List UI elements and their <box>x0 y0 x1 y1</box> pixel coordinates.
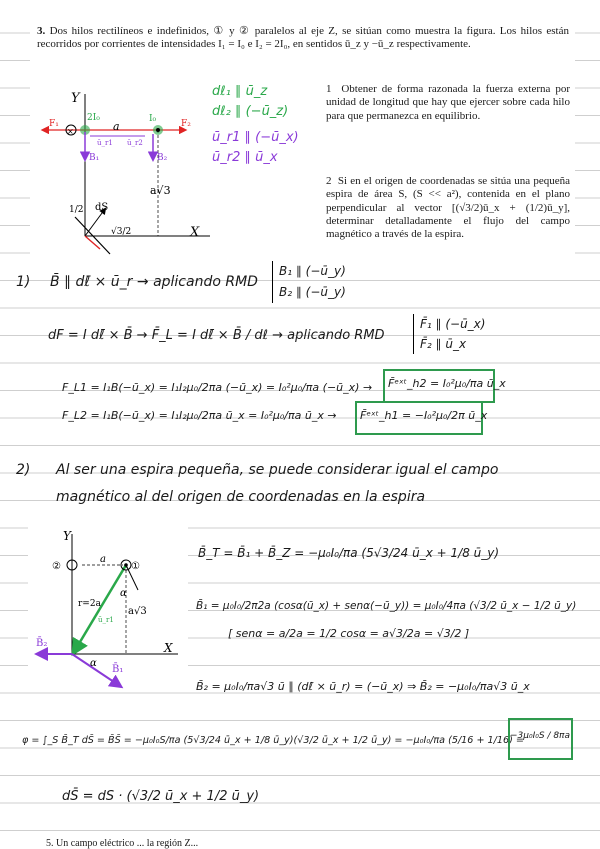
problem-number: 3. <box>37 25 46 37</box>
result-force-h2: F̄ᵉˣᵗ_h2 = I₀²μ₀/πa ū_x <box>388 377 506 390</box>
unit-r2-label: ū_r2 <box>127 139 143 147</box>
fig2-b2-label: B̄₂ <box>36 638 48 649</box>
force-direction-bracket <box>413 314 485 354</box>
note-dl1: dℓ₁ ∥ ū_z <box>212 84 268 99</box>
b1-direction: B₁ ∥ (−ū_y) <box>279 264 346 278</box>
fig2-b1-label: B̄₁ <box>112 664 124 675</box>
fig2-alpha-top: α <box>120 588 127 599</box>
current-2-label: 2I₀ <box>87 113 100 123</box>
figure-origin-field <box>28 524 188 689</box>
part-1-label: 1) <box>16 274 31 290</box>
part-2-text-b: magnético al del origen de coordenadas en la espira <box>56 489 426 505</box>
area-vector-label: dS <box>95 202 109 213</box>
f1-direction: F̄₁ ∥ (−ū_x) <box>420 317 486 331</box>
note-ur1: ū_r1 ∥ (−ū_x) <box>212 130 299 145</box>
b2-eq: B̄₂ = μ₀I₀/πa√3 ū ∥ (dℓ̄ × ū_r) = (−ū_x) ⇒ B̄₂ = −μ₀I₀/πa√3 ū_x <box>196 680 530 693</box>
fig2-unit-r1: ū_r1 <box>98 616 114 624</box>
axis-x-label: X <box>190 225 200 240</box>
question-2: 2 Si en el origen de coordenadas se sitúa una pequeña espira de área S, (S << a²), contenida en el plano perpendicular al vector [(√3/2)ū_x + (1/2)ū_y], determinar detalladamente el flujo del campo magnético a través de la espira. <box>326 175 570 241</box>
field-direction-bracket <box>272 261 346 303</box>
margin-notes <box>212 82 299 168</box>
part-2-text-a: Al ser una espira pequeña, se puede considerar igual el campo <box>56 462 499 478</box>
question-1-text: Obtener de forma razonada la fuerza externa por unidad de longitud que hay que ejercer sobre cada hilo para que permanezca en equilibrio. <box>326 83 570 122</box>
question-2-text: Si en el origen de coordenadas se sitúa una pequeña espira de área S, (S << a²), contenida en el plano perpendicular al vector [(√3/2)ū_x + (1/2)ū_y], determinar detalladamente el flujo del campo magnético a través de la espira. <box>326 175 570 241</box>
b1-eq: B̄₁ = μ₀I₀/2π2a (cosα(ū_x) + senα(−ū_y)) = μ₀I₀/4πa (√3/2 ū_x − 1/2 ū_y) <box>196 600 577 612</box>
part-1-line-4: F_L2 = I₁B(−ū_x) = I₁I₂μ₀/2πa ū_x = I₀²μ₀/πa ū_x → <box>62 409 337 422</box>
figure-wires <box>35 84 215 256</box>
fig2-axis-y: Y <box>63 529 71 543</box>
footer-cut-text: 5. Un campo eléctrico ... la región Z... <box>46 838 199 849</box>
f2-direction: F̄₂ ∥ ū_x <box>420 337 467 351</box>
component-sqrt3-label: √3/2 <box>111 227 132 237</box>
fig2-radius: r=2a <box>78 599 101 609</box>
flux-eq: φ = ∫_S B̄_T dS̄ = B̄S̄ = −μ₀I₀S/πa (5√3/24 ū_x + 1/8 ū_y)(√3/2 ū_x + 1/2 ū_y) = −μ₀I₀/πa (5/16 + 1/16) = <box>22 735 524 746</box>
question-1: 1 Obtener de forma razonada la fuerza externa por unidad de longitud que hay que ejercer sobre cada hilo para que permanezca en equilibrio. <box>326 83 570 122</box>
note-ur2: ū_r2 ∥ ū_x <box>212 150 278 165</box>
part-2-label: 2) <box>16 462 31 478</box>
wire-2-symbol: ② <box>52 561 61 572</box>
cross-symbol: × <box>67 127 74 136</box>
fig2-alpha-bottom: α <box>90 658 97 669</box>
area-vector-eq: dS̄ = dS · (√3/2 ū_x + 1/2 ū_y) <box>62 789 260 804</box>
field-1-label: B₁ <box>89 153 100 163</box>
fig2-height: a√3 <box>128 606 147 617</box>
result-force-h1: F̄ᵉˣᵗ_h1 = −I₀²μ₀/2π ū_x <box>360 409 488 422</box>
force-1-label: F₁ <box>49 119 59 129</box>
field-2-label: B₂ <box>157 153 168 163</box>
height-label: a√3 <box>150 184 171 197</box>
wire-1-symbol: ① <box>131 561 140 572</box>
axis-y-label: Y <box>71 91 80 106</box>
problem-text: Dos hilos rectilíneos e indefinidos, ① y ② paralelos al eje Z, se sitúan como muestra la figura. Los hilos están recorridos por corrientes de intensidades I₁ = I₀ e I₂ = 2I₀, en sentidos ū_z y −ū_z respectivamente. <box>37 25 569 51</box>
part-1-line-3: F_L1 = I₁B(−ū_x) = I₁I₂μ₀/2πa (−ū_x) = I₀²μ₀/πa (−ū_x) → <box>62 381 373 394</box>
fig2-axis-x: X <box>164 641 173 655</box>
total-field-eq: B̄_T = B̄₁ + B̄_Z = −μ₀I₀/πa (5√3/24 ū_x + 1/8 ū_y) <box>198 546 500 560</box>
unit-r1-label: ū_r1 <box>97 139 113 147</box>
distance-a-label: a <box>113 120 120 133</box>
angle-values: [ senα = a/2a = 1/2 cosα = a√3/2a = √3/2 ] <box>228 627 470 640</box>
problem-statement <box>37 25 569 52</box>
component-half-label: 1/2 <box>69 205 84 215</box>
current-1-label: I₀ <box>149 114 157 124</box>
flux-result: −3μ₀I₀S / 8πa <box>510 731 570 741</box>
part-1-line-2: dF = I dℓ̄ × B̄ → F̄_L = I dℓ̄ × B̄ / dℓ → aplicando RMD <box>48 328 385 343</box>
force-2-label: F₂ <box>181 119 191 129</box>
note-dl2: dℓ₂ ∥ (−ū_z) <box>212 104 289 119</box>
b2-direction: B₂ ∥ (−ū_y) <box>279 285 346 299</box>
fig2-a: a <box>100 554 106 565</box>
part-1-line-1: B̄ ∥ dℓ̄ × ū_r → aplicando RMD <box>50 274 258 290</box>
